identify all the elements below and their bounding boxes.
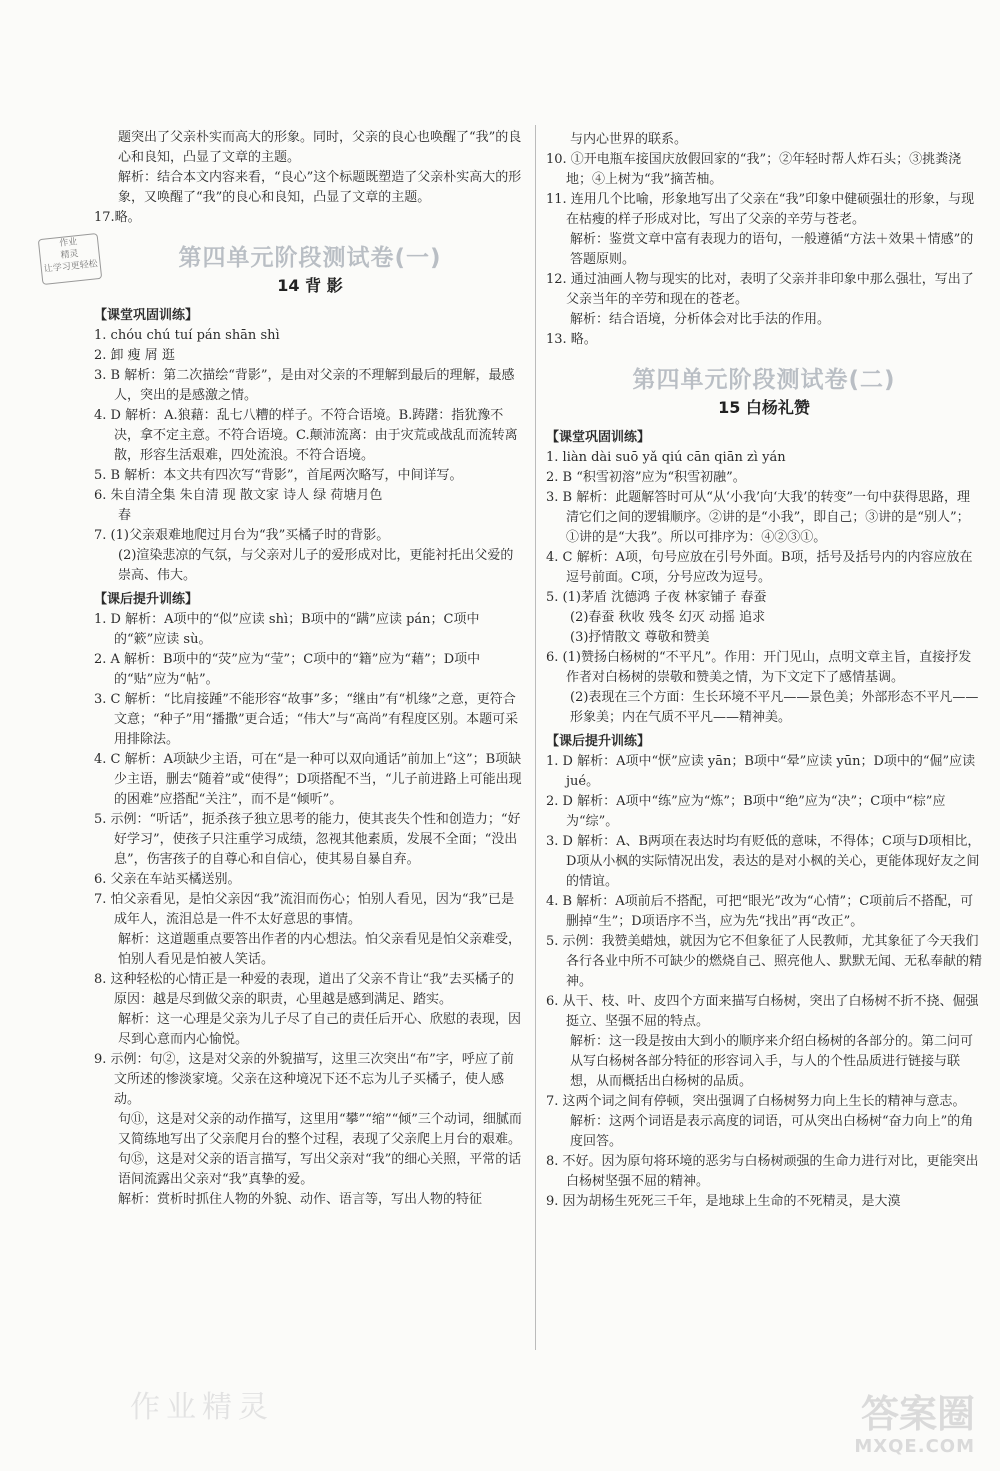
answer-item: 9. 示例：句②，这是对父亲的外貌描写，这里三次突出“布”字，呼应了前文所述的惨淡家境。父亲在这种境况下还不忘为儿子买橘子，使人感动。 (94, 1052, 514, 1107)
answer-item: 5. B 解析：本文共有四次写“背影”，首尾两次略写，中间详写。 (94, 468, 463, 483)
answer-item: 12. 通过油画人物与现实的比对，表明了父亲并非印象中那么强壮，写出了父亲当年的辛劳和现在的苍老。 (546, 272, 974, 307)
logo-main: 答案圈 (860, 1392, 975, 1436)
answer-item: 8. 这种轻松的心情正是一种爱的表现，道出了父亲不肯让“我”去买橘子的原因：越是尽到做父亲的职责，心里越是感到满足、踏实。 (94, 972, 514, 1007)
answer-item: 8. 不好。因为原句将环境的恶劣与白杨树顽强的生命力进行对比，更能突出白杨树坚强不屈的精神。 (546, 1154, 979, 1189)
answer-item: 7. 这两个词之间有停顿，突出强调了白杨树努力向上生长的精神与意志。 (546, 1094, 966, 1109)
brand-stamp: 作业 精灵 让学习更轻松 (38, 233, 102, 285)
answer-item: 3. C 解析：“比肩接踵”不能形容“故事”多；“继由”有“机缘”之意，更符合文意；“种子”用“播撒”更合适；“伟大”与“高尚”有程度区别。本题可采用排除法。 (94, 692, 519, 747)
analysis-line: 解析：这一段是按由大到小的顺序来介绍白杨树的各部分的。第二问可从写白杨树各部分特征的形容词入手，与人的个性品质进行链接与联想，从而概括出白杨树的品质。 (570, 1034, 974, 1089)
answer-item: (2)春蚕 秋收 残冬 幻灭 动摇 追求 (570, 610, 766, 625)
logo-url: MXQE.COM (854, 1436, 975, 1457)
analysis-line: 解析：这道题重点要答出作者的内心想法。怕父亲看见是怕父亲难受，怕别人看见是怕被人笑话。 (118, 932, 522, 967)
footer-watermark: 作业精灵 (130, 1390, 274, 1425)
lesson-title: 14 背 影 (277, 276, 343, 295)
answer-item: 4. D 解析：A.狼藉：乱七八糟的样子。不符合语境。B.踌躇：指犹豫不决，拿不定主意。不符合语境。C.颠沛流离：由于灾荒或战乱而流转离散，形容生活艰难，四处流浪。不符合语境。 (94, 408, 518, 463)
answer-item: 3. B 解析：此题解答时可从“从‘小我’向‘大我’的转变”一句中获得思路，理清它们之间的逻辑顺序。②讲的是“小我”，即自己；③讲的是“别人”；①讲的是“大我”。所以可排序为：④②③①。 (546, 490, 971, 545)
right-column (546, 130, 982, 1212)
answer-item: (2)表现在三个方面：生长环境不平凡——景色美；外部形态不平凡——形象美；内在气质不平凡——精神美。 (570, 690, 979, 725)
analysis-line: 解析：这一心理是父亲为儿子尽了自己的责任后开心、欣慰的表现，因尽到心意而内心愉悦。 (118, 1012, 522, 1047)
answer-item: (3)抒情散文 尊敬和赞美 (570, 630, 710, 645)
analysis-line: 解析：鉴赏文章中富有表现力的语句，一般遵循“方法＋效果＋情感”的答题原则。 (570, 232, 974, 267)
answer-item: 2. A 解析：B项中的“荧”应为“莹”；C项中的“籍”应为“藉”；D项中的“贴”应为“帖”。 (94, 652, 481, 687)
answer-item: 1. D 解析：A项中“恹”应读 yān；B项中“晕”应读 yūn；D项中的“倔”应读 jué。 (546, 754, 976, 789)
answer-item: 6. (1)赞扬白杨树的“不平凡”。作用：开门见山，点明文章主旨，直接抒发作者对白杨树的崇敬和赞美之情，为下文定下了感情基调。 (546, 650, 972, 685)
answer-item: 2. B “积雪初溶”应为“积雪初融”。 (546, 470, 746, 485)
answer-item: 9. 因为胡杨生死死三千年，是地球上生命的不死精灵，是大漠 (546, 1194, 901, 1209)
site-logo (795, 1392, 975, 1462)
analysis-line: 解析：这两个词语是表示高度的词语，可从突出白杨树“奋力向上”的角度回答。 (570, 1114, 974, 1149)
answer-item: 10. ①开电瓶车接国庆放假回家的“我”；②年轻时帮人炸石头；③挑粪浇地；④上树为“我”摘苦柚。 (546, 152, 962, 187)
section-heading: 【课堂巩固训练】 (94, 308, 199, 323)
answer-item: 句⑮，这是对父亲的语言描写，写出父亲对“我”的细心关照，平常的话语间流露出父亲对“我”真挚的爱。 (118, 1152, 522, 1187)
text-line: 与内心世界的联系。 (570, 132, 688, 147)
answer-item: 3. B 解析：第二次描绘“背影”，是由对父亲的不理解到最后的理解，最感人，突出的是感激之情。 (94, 368, 515, 403)
analysis-line: 解析：赏析时抓住人物的外貌、动作、语言等，写出人物的特征 (118, 1192, 483, 1207)
column-divider (535, 125, 536, 1350)
text-line: 17.略。 (94, 210, 141, 225)
answer-item: 3. D 解析：A、B两项在表达时均有贬低的意味，不得体；C项与D项相比，D项从小枫的实际情况出发，表达的是对小枫的关心，更能体现好友之间的情谊。 (546, 834, 981, 889)
answer-item: 2. 卸 瘦 屑 逛 (94, 348, 175, 363)
text-line: 题突出了父亲朴实而高大的形象。同时，父亲的良心也唤醒了“我”的良心和良知，凸显了文章的主题。 (118, 130, 522, 165)
answer-item: 句⑪，这是对父亲的动作描写，这里用“攀”“缩”“倾”三个动词，细腻而又简练地写出了父亲爬月台的整个过程，表现了父亲爬上月台的艰难。 (118, 1112, 522, 1147)
answer-item: (2)渲染悲凉的气氛，与父亲对儿子的爱形成对比，更能衬托出父爱的崇高、伟大。 (118, 548, 514, 583)
section-heading: 【课堂巩固训练】 (546, 430, 651, 445)
lesson-title: 15 白杨礼赞 (718, 398, 810, 417)
answer-item: 4. C 解析：A项缺少主语，可在“是一种可以双向通话”前加上“这”；B项缺少主语，删去“随着”或“使得”；D项搭配不当，“儿子前进路上可能出现的困难”应搭配“关注”，而不是“倾听”。 (94, 752, 522, 807)
section-heading: 【课后提升训练】 (546, 734, 651, 749)
analysis-line: 解析：结合语境，分析体会对比手法的作用。 (570, 312, 831, 327)
answer-item: 1. chóu chú tuí pán shān shì (94, 328, 280, 343)
answer-item: 6. 父亲在车站买橘送别。 (94, 872, 241, 887)
answer-item: 5. 示例：“听话”，扼杀孩子独立思考的能力，使其丧失个性和创造力；“好好学习”，使孩子只注重学习成绩，忽视其他素质，发展不全面；“没出息”，伤害孩子的自尊心和自信心，使其易自暴自弃。 (94, 812, 521, 867)
answer-item: 4. B 解析：A项前后不搭配，可把“眼光”改为“心情”；C项前后不搭配，可删掉“生”；D项语序不当，应为先“找出”再“改正”。 (546, 894, 974, 929)
answer-item: 2. D 解析：A项中“练”应为“炼”；B项中“绝”应为“决”；C项中“棕”应为“综”。 (546, 794, 946, 829)
answer-item: 1. liàn dài suō yǎ qiú cān qiān zì yán (546, 450, 786, 465)
answer-item: 6. 朱自清全集 朱自清 现 散文家 诗人 绿 荷塘月色 (94, 488, 383, 503)
answer-item: 4. C 解析：A项，句号应放在引号外面。B项，括号及括号内的内容应放在逗号前面。C项，分号应改为逗号。 (546, 550, 973, 585)
answer-item: 5. (1)茅盾 沈德鸿 子夜 林家铺子 春蚕 (546, 590, 767, 605)
answer-item: 13. 略。 (546, 332, 597, 347)
unit-title: 第四单元阶段测试卷(一) (178, 245, 442, 271)
answer-item: 7. (1)父亲艰难地爬过月台为“我”买橘子时的背影。 (94, 528, 390, 543)
answer-item: 春 (118, 508, 132, 523)
analysis-line: 解析：结合本文内容来看，“良心”这个标题既塑造了父亲朴实高大的形象，又唤醒了“我”的良心和良知，凸显了文章的主题。 (118, 170, 522, 205)
unit-title: 第四单元阶段测试卷(二) (632, 367, 896, 393)
answer-item: 1. D 解析：A项中的“似”应读 shì；B项中的“蹒”应读 pán；C项中的“簌”应读 sù。 (94, 612, 480, 647)
section-heading: 【课后提升训练】 (94, 592, 199, 607)
answer-item: 6. 从干、枝、叶、皮四个方面来描写白杨树，突出了白杨树不折不挠、倔强挺立、坚强不屈的特点。 (546, 994, 979, 1029)
answer-item: 11. 连用几个比喻，形象地写出了父亲在“我”印象中健硕强壮的形象，与现在枯瘦的样子形成对比，写出了父亲的辛劳与苍老。 (546, 192, 975, 227)
answer-item: 7. 怕父亲看见，是怕父亲因“我”流泪而伤心；怕别人看见，因为“我”已是成年人，流泪总是一件不太好意思的事情。 (94, 892, 515, 927)
left-column (94, 128, 526, 1210)
answer-item: 5. 示例：我赞美蜡烛，就因为它不但象征了人民教师，尤其象征了今天我们各行各业中所不可缺少的燃烧自己、照亮他人、默默无闻、无私奉献的精神。 (546, 934, 983, 989)
